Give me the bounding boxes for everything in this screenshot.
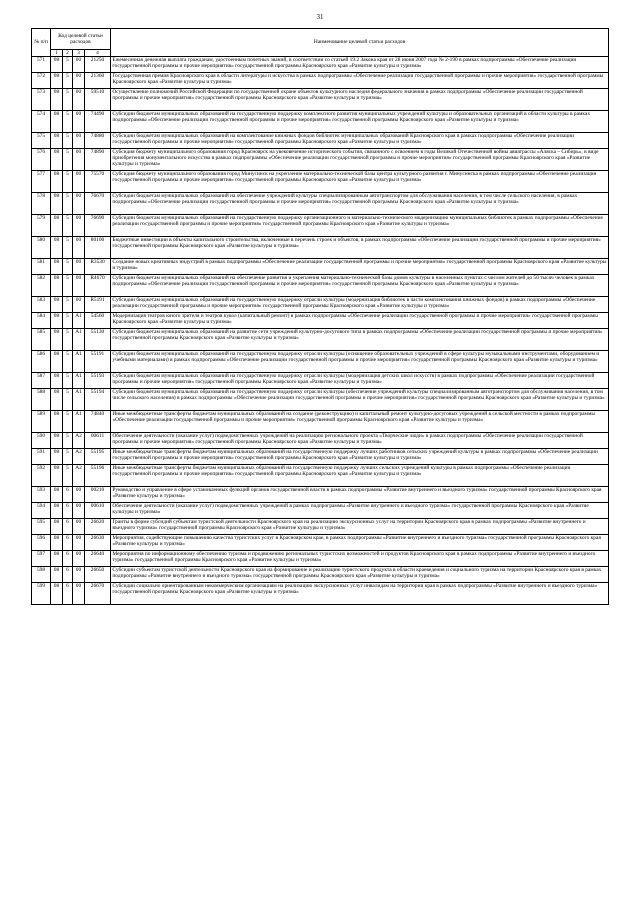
code-part-2: 6 [63,518,73,534]
row-description: Субсидии бюджетам муниципальных образований на государственную поддержку организационного и материально-технического модернизацию муниципальных библиотек в рамках подпрограммы «Обеспечение реализации государственной программы и прочие мероприятия» государственной программы Красноярского края «Развитие культуры и туризма» [111,214,609,236]
code-part-1: 08 [51,72,63,88]
code-part-1: 08 [51,312,63,328]
table-row [32,372,609,388]
row-number: 580 [32,236,51,258]
row-description: Бюджетные инвестиции в объекты капитального строительства, включенные в перечень строек и объектов, в рамках подпрограммы «Обеспечение реализации государственной программы и прочие мероприятия» государственной программы Красноярского края «Развитие культуры и туризма» [111,236,609,258]
code-part-1: 08 [51,448,63,464]
row-number: 588 [32,388,51,410]
code-part-3: 00 [73,566,85,582]
code-part-2: 5 [63,328,73,350]
code-part-1: 08 [51,148,63,170]
code-part-1: 08 [51,566,63,582]
code-part-3: 00 [73,502,85,518]
code-part-2: 5 [63,464,73,486]
budget-table [31,28,609,605]
code-part-1: 08 [51,88,63,110]
row-number: 571 [32,56,51,72]
row-number: 574 [32,110,51,132]
code-part-4: 00210 [85,486,111,502]
code-part-3: 00 [73,88,85,110]
code-part-2: 5 [63,132,73,148]
code-part-3: 00 [73,56,85,72]
code-part-4: 55194 [85,388,111,410]
table-row [32,192,609,214]
code-part-2: 5 [63,192,73,214]
table-row [32,148,609,170]
code-part-4: 76690 [85,214,111,236]
code-part-3: 00 [73,550,85,566]
code-part-1: 08 [51,486,63,502]
row-number: 578 [32,192,51,214]
row-number: 598 [32,566,51,582]
code-part-1: 08 [51,534,63,550]
row-number: 572 [32,72,51,88]
code-part-3: 00 [73,518,85,534]
code-part-2: 5 [63,432,73,448]
code-part-4: 74490 [85,110,111,132]
code-part-2: 5 [63,170,73,192]
row-description: Иные межбюджетные трансферты бюджетам муниципальных образований на создание (реконструкцию) и капитальный ремонт культурно-досуговых учреждений в сельской местности в рамках подпрограммы «Обеспечение реализации государственной программы и прочие мероприятия» государственной программы Красноярского края «Развитие культуры и туризма» [111,410,609,432]
code-part-3: 00 [73,170,85,192]
header-sub-1: 1 [51,49,63,56]
header-row [32,29,609,50]
code-part-4: R3530 [85,258,111,274]
header-code-group: Код целевой статьи расходов [51,29,111,50]
table-row [32,214,609,236]
table-row [32,502,609,518]
code-part-4: 55130 [85,328,111,350]
code-part-1: 08 [51,388,63,410]
code-part-3: 00 [73,258,85,274]
code-part-1: 08 [51,258,63,274]
code-part-2: 5 [63,258,73,274]
code-part-1: 08 [51,192,63,214]
code-part-3: A1 [73,372,85,388]
code-part-2: 5 [63,110,73,132]
table-row [32,328,609,350]
header-num: № п/п [32,29,51,57]
code-part-2: 5 [63,372,73,388]
table-row [32,550,609,566]
row-number: 595 [32,518,51,534]
row-description: Мероприятия, содействующие повышению качества туристских услуг в Красноярском крае, в рамках подпрограммы «Развитие внутреннего и въездного туризма» государственной программы Красноярского края «Развитие культуры и туризма» [111,534,609,550]
table-row [32,350,609,372]
row-description: Субсидии социально ориентированным некоммерческим организациям на реализацию экскурсионных услуг инвалидам на территории края в рамках подпрограммы «Развитие внутреннего и въездного туризма» государственной программы Красноярского края «Развитие культуры и туризма» [111,582,609,604]
code-part-4: 21360 [85,72,111,88]
row-description: Субсидии бюджетам муниципальных образований на государственную поддержку отрасли культуры (обеспечение учреждений культуры специализированным автотранспортом для обслуживания населения, в том числе сельского населения) в рамках подпрограммы «Обеспечение реализации государственной программы и прочие мероприятия» государственной программы Красноярского края «Развитие культуры и туризма» [111,388,609,410]
code-part-1: 08 [51,214,63,236]
code-part-3: 00 [73,214,85,236]
code-part-1: 08 [51,464,63,486]
row-number: 577 [32,170,51,192]
row-number: 582 [32,274,51,296]
code-part-1: 08 [51,56,63,72]
code-part-4: R5191 [85,296,111,312]
table-row [32,486,609,502]
code-part-4: 55191 [85,350,111,372]
row-description: Субсидии бюджетам муниципальных образований на обеспечение развития и укрепления материально-технической базы домов культуры в населенных пунктах с числом жителей до 50 тысяч человек в рамках подпрограммы «Обеспечение реализации государственной программы и прочие мероприятия» государственной программы Красноярского края «Развитие культуры и туризма» [111,274,609,296]
code-part-3: 00 [73,72,85,88]
code-part-3: 00 [73,296,85,312]
code-part-2: 5 [63,214,73,236]
code-part-3: 00 [73,236,85,258]
code-part-4: 54560 [85,312,111,328]
row-number: 581 [32,258,51,274]
row-description: Осуществление полномочий Российской Федерации по государственной охране объектов культурного наследия федерального значения в рамках подпрограммы «Обеспечение реализации государственной программы и прочие мероприятия» государственной программы Красноярского края «Развитие культуры и туризма» [111,88,609,110]
code-part-1: 08 [51,350,63,372]
code-part-3: A1 [73,410,85,432]
row-number: 575 [32,132,51,148]
table-row [32,274,609,296]
row-description: Субсидии бюджетам муниципальных образований на развитие сети учреждений культурно-досугового типа в рамках подпрограммы «Обеспечение реализации государственной программы и прочие мероприятия» государственной программы Красноярского края «Развитие культуры и туризма» [111,328,609,350]
table-row [32,410,609,432]
code-part-1: 08 [51,518,63,534]
row-number: 573 [32,88,51,110]
code-part-4: 21250 [85,56,111,72]
code-part-3: A1 [73,350,85,372]
code-part-1: 08 [51,236,63,258]
code-part-2: 6 [63,582,73,604]
table-row [32,448,609,464]
code-part-1: 08 [51,110,63,132]
code-part-3: A1 [73,312,85,328]
row-description: Иные межбюджетные трансферты бюджетам муниципальных образований на государственную поддержку лучших работников сельских учреждений культуры в рамках подпрограммы «Обеспечение реализации государственной программы и прочие мероприятия» государственной программы Красноярского края «Развитие культуры и туризма» [111,448,609,464]
row-description: Модернизация театров юного зрителя и театров кукол (капитальный ремонт) в рамках подпрограммы «Обеспечение реализации государственной программы и прочие мероприятия» государственной программы Красноярского края «Развитие культуры и туризма» [111,312,609,328]
row-description: Субсидии бюджетам муниципальных образований на комплектование книжных фондов библиотек муниципальных образований Красноярского края в рамках подпрограммы «Обеспечение реализации государственной программы и прочие мероприятия» государственной программы Красноярского края «Развитие культуры и туризма» [111,132,609,148]
page-number: 31 [316,13,324,21]
code-part-4: 74890 [85,148,111,170]
code-part-4: 26620 [85,518,111,534]
code-part-2: 6 [63,502,73,518]
row-description: Субсидии бюджетам муниципальных образований на обеспечение учреждений культуры специализированным автотранспортом для обслуживания населения, в том числе сельского населения, в рамках подпрограммы «Обеспечение реализации государственной программы и прочие мероприятия» государственной программы Красноярского края «Развитие культуры и туризма» [111,192,609,214]
row-number: 579 [32,214,51,236]
header-sub-2: 2 [63,49,73,56]
header-sub-3: 3 [73,49,85,56]
row-description: Субсидия бюджету муниципального образования город Минусинск на укрепление материально-технической базы центра культурного развития г. Минусинска в рамках подпрограммы «Обеспечение реализации государственной программы и прочие мероприятия» государственной программы Красноярского края «Развитие культуры и туризма» [111,170,609,192]
code-part-2: 5 [63,312,73,328]
row-description: Руководство и управление в сфере установленных функций органов государственной власти в рамках подпрограммы «Развитие внутреннего и въездного туризма» государственной программы Красноярского края «Развитие культуры и туризма» [111,486,609,502]
row-number: 592 [32,464,51,486]
code-part-3: 00 [73,534,85,550]
code-part-4: 80100 [85,236,111,258]
code-part-1: 08 [51,132,63,148]
code-part-2: 5 [63,274,73,296]
code-part-3: 00 [73,582,85,604]
row-description: Гранты в форме субсидий субъектам туристской деятельности Красноярского края на реализацию экскурсионных услуг на территории Красноярского края в рамках подпрограммы «Развитие внутреннего и въездного туризма» государственной программы Красноярского края «Развитие культуры и туризма» [111,518,609,534]
table-row [32,388,609,410]
row-description: Субсидии бюджетам муниципальных образований на государственную поддержку отрасли культуры (модернизация библиотек в части комплектования книжных фондов) в рамках подпрограммы «Обеспечение реализации государственной программы и прочие мероприятия» государственной программы Красноярского края «Развитие культуры и туризма» [111,296,609,312]
row-number: 584 [32,312,51,328]
table-row [32,518,609,534]
code-part-1: 08 [51,372,63,388]
code-part-2: 5 [63,88,73,110]
table-row [32,236,609,258]
row-number: 586 [32,350,51,372]
code-part-4: 55196 [85,464,111,486]
code-part-1: 08 [51,432,63,448]
table-row [32,170,609,192]
row-number: 594 [32,502,51,518]
table-row [32,432,609,448]
row-number: 599 [32,582,51,604]
code-part-3: 00 [73,274,85,296]
row-number: 593 [32,486,51,502]
row-description: Ежемесячная денежная выплата гражданам, удостоенным почетных званий, в соответствии со статьей 19.2 Закона края от 28 июня 2007 года № 2-190 в рамках подпрограммы «Обеспечение реализации государственной программы и прочие мероприятия» государственной программы Красноярского края «Развитие культуры и туризма» [111,56,609,72]
row-description: Создание новых креативных индустрий в рамках подпрограммы «Обеспечение реализации государственной программы и прочие мероприятия» государственной программы Красноярского края «Развитие культуры и туризма» [111,258,609,274]
code-part-3: 00 [73,110,85,132]
code-part-1: 08 [51,582,63,604]
code-part-4: 55193 [85,372,111,388]
table-row [32,312,609,328]
table-row [32,464,609,486]
row-number: 589 [32,410,51,432]
code-part-4: 26650 [85,566,111,582]
table-row [32,296,609,312]
code-part-4: 26640 [85,550,111,566]
code-part-3: A2 [73,432,85,448]
code-part-4: R4670 [85,274,111,296]
code-part-4: 75570 [85,170,111,192]
code-part-1: 08 [51,296,63,312]
row-number: 596 [32,534,51,550]
code-part-3: 00 [73,132,85,148]
code-part-2: 5 [63,350,73,372]
code-part-1: 08 [51,502,63,518]
code-part-4: 26630 [85,534,111,550]
code-part-3: 00 [73,486,85,502]
code-part-2: 5 [63,236,73,258]
table-row [32,110,609,132]
code-part-3: 00 [73,148,85,170]
code-part-2: 6 [63,550,73,566]
code-part-2: 5 [63,448,73,464]
code-part-3: A2 [73,448,85,464]
row-number: 597 [32,550,51,566]
code-part-3: A2 [73,464,85,486]
row-description: Иные межбюджетные трансферты бюджетам муниципальных образований на государственную поддержку лучших сельских учреждений культуры в рамках подпрограммы «Обеспечение реализации государственной программы и прочие мероприятия» государственной программы Красноярского края «Развитие культуры и туризма» [111,464,609,486]
code-part-4: 00610 [85,502,111,518]
code-part-2: 5 [63,388,73,410]
code-part-4: 59510 [85,88,111,110]
code-part-4: 00611 [85,432,111,448]
code-part-2: 5 [63,56,73,72]
row-number: 587 [32,372,51,388]
row-number: 591 [32,448,51,464]
code-part-4: 76670 [85,192,111,214]
code-part-1: 08 [51,170,63,192]
table-body [32,56,609,604]
code-part-3: A1 [73,388,85,410]
row-number: 583 [32,296,51,312]
code-part-1: 08 [51,274,63,296]
header-name: Наименование целевой статьи расходов [111,29,609,57]
row-description: Государственная премия Красноярского края в области литературы и искусства в рамках подпрограммы «Обеспечение реализации государственной программы и прочие мероприятия» государственной программы Красноярского края «Развитие культуры и туризма» [111,72,609,88]
table-row [32,258,609,274]
code-part-2: 5 [63,410,73,432]
row-description: Субсидии субъектам туристской деятельности Красноярского края на формирование и реализацию туристского продукта в области краеведения и социального туризма на территории Красноярского края в рамках подпрограммы «Развитие внутреннего и въездного туризма» государственной программы Красноярского края «Развитие культуры и туризма» [111,566,609,582]
code-part-2: 5 [63,72,73,88]
row-description: Субсидии бюджетам муниципальных образований на государственную поддержку комплексного развития муниципальных учреждений культуры и образовательных организаций в области культуры в рамках подпрограммы «Обеспечение реализации государственной программы и прочие мероприятия» государственной программы Красноярского края «Развитие культуры и туризма» [111,110,609,132]
code-part-1: 08 [51,550,63,566]
table-row [32,132,609,148]
row-description: Обеспечение деятельности (оказание услуг) подведомственных учреждений в рамках подпрограммы «Развитие внутреннего и въездного туризма» государственной программы Красноярского края «Развитие культуры и туризма» [111,502,609,518]
code-part-2: 5 [63,296,73,312]
table-row [32,582,609,604]
row-number: 585 [32,328,51,350]
code-part-3: A1 [73,328,85,350]
table-row [32,56,609,72]
code-part-2: 6 [63,534,73,550]
table-row [32,88,609,110]
code-part-4: 74840 [85,410,111,432]
table-row [32,72,609,88]
table-row [32,566,609,582]
row-number: 590 [32,432,51,448]
row-description: Субсидии бюджетам муниципальных образований на государственную поддержку отрасли культуры (оснащение образовательных учреждений в сфере культуры музыкальными инструментами, оборудованием и учебными материалами) в рамках подпрограммы «Обеспечение реализации государственной программы и прочие мероприятия» государственной программы Красноярского края «Развитие культуры и туризма» [111,350,609,372]
code-part-4: 55195 [85,448,111,464]
code-part-1: 08 [51,410,63,432]
row-description: Субсидии бюджетам муниципальных образований на государственную поддержку отрасли культуры (модернизация детских школ искусств) в рамках подпрограммы «Обеспечение реализации государственной программы и прочие мероприятия» государственной программы Красноярского края «Развитие культуры и туризма» [111,372,609,388]
row-description: Мероприятия по информационному обеспечению туризма и продвижению региональных туристских возможностей и продуктов Красноярского края в рамках подпрограммы «Развитие внутреннего и въездного туризма» государственной программы Красноярского края «Развитие культуры и туризма» [111,550,609,566]
code-part-2: 6 [63,566,73,582]
code-part-4: 26670 [85,582,111,604]
code-part-1: 08 [51,328,63,350]
header-sub-4: 4 [85,49,111,56]
code-part-2: 5 [63,148,73,170]
code-part-4: 74880 [85,132,111,148]
row-description: Обеспечение деятельности (оказание услуг) подведомственных учреждений на реализацию регионального проекта «Творческие люди» в рамках подпрограммы «Обеспечение реализации государственной программы и прочие мероприятия» государственной программы Красноярского края «Развитие культуры и туризма» [111,432,609,448]
code-part-2: 6 [63,486,73,502]
code-part-3: 00 [73,192,85,214]
row-description: Субсидия бюджету муниципального образования город Красноярск на увековечение исторического события, связанного с освоением в годы Великой Отечественной войны авиатрассы «Аляска – Сибирь», в виде приобретения монументального искусства в рамках подпрограммы «Обеспечение реализации государственной программы и прочие мероприятия» государственной программы Красноярского края «Развитие культуры и туризма» [111,148,609,170]
table-row [32,534,609,550]
row-number: 576 [32,148,51,170]
